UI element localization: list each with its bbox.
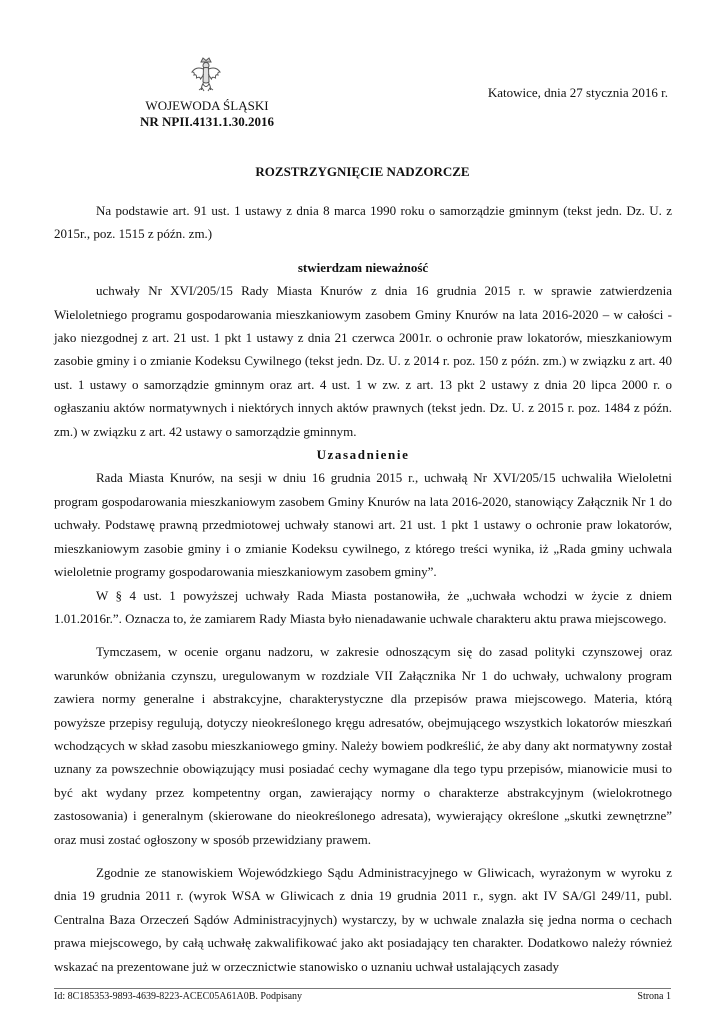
document-title: ROZSTRZYGNIĘCIE NADZORCZE (255, 164, 470, 179)
justification-paragraph: Zgodnie ze stanowiskiem Wojewódzkiego Sądu Administracyjnego w Gliwicach, wyrażonym w wyroku z dnia 19 grudnia 2011 r. (wyrok WSA w Gliwicach z dnia 19 grudnia 2011 r., sygn. akt IV SA/Gl 249/11, publ. Centralna Baza Orzeczeń Sądów Administracyjnych) wystarczy, by w uchwale znalazła się jedna norma o cechach prawa miejscowego, by całą uchwałę zakwalifikować jako akt posiadający ten charakter. Dodatkowo należy również wskazać na prezentowane już w orzecznictwie stanowisko o uznaniu uchwał ustalających zasady (54, 864, 672, 974)
issuing-authority-block (112, 98, 302, 130)
decision-paragraph: uchwały Nr XVI/205/15 Rady Miasta Knurów z dnia 16 grudnia 2015 r. w sprawie zatwierdzenia Wieloletniego programu gospodarowania mieszkaniowym zasobem Gminy Knurów na lata 2016-2020 – w całości - jako niezgodnej z art. 21 ust. 1 pkt 1 ustawy z dnia 21 czerwca 2001r. o ochronie praw lokatorów, mieszkaniowym zasobie gminy i o zmianie Kodeksu Cywilnego (tekst jedn. Dz. U. z 2014 r. poz. 150 z późn. zm.) w związku z art. 40 ust. 1 ustawy o samorządzie gminnym oraz art. 4 ust. 1 w zw. z art. 13 pkt 2 ustawy z dnia 20 lipca 2000 r. o ogłaszaniu aktów normatywnych i niektórych innych aktów prawnych (tekst jedn. Dz. U. z 2015 r. poz. 1484 z późn. zm.) w związku z art. 42 ustawy o samorządzie gminnym. (54, 283, 672, 439)
polish-eagle-emblem-icon (190, 55, 222, 95)
justification-heading: Uzasadnienie (316, 447, 410, 463)
decision-heading: stwierdzam nieważność (297, 259, 429, 275)
legal-basis-paragraph: Na podstawie art. 91 ust. 1 ustawy z dnia 8 marca 1990 roku o samorządzie gminnym (tekst jedn. Dz. U. z 2015r., poz. 1515 z późn. zm.) (54, 203, 672, 242)
reference-number: NR NPII.4131.1.30.2016 (140, 114, 274, 129)
justification-paragraph: Tymczasem, w ocenie organu nadzoru, w zakresie odnoszącym się do zasad polityki czynszowej oraz warunków obniżania czynszu, uregulowanym w rozdziale VII Załącznika Nr 1 do uchwały, uchwalony program zawiera normy generalne i abstrakcyjne, charakterystyczne dla przepisów prawa miejscowego. Materia, którą powyższe przepisy regulują, dotyczy nieokreślonego kręgu adresatów, obejmującego wszystkich lokatorów mieszkań wchodzących w skład zasobu mieszkaniowego gminy. Należy bowiem podkreślić, że aby dany akt normatywny został uznany za powszechnie obowiązujący musi posiadać cechy wymagane dla tego typu przepisów, mianowicie musi to być akt wydany przez kompetentny organ, zawierający normy o charakterze abstrakcyjnym (wielokrotnego zastosowania) i generalnym (skierowane do nieokreślonego adresata), wywierający określone „skutki zewnętrzne” oraz musi zostać ogłoszony w sposób przewidziany prawem. (54, 644, 672, 847)
document-body (54, 199, 672, 978)
page-footer (54, 991, 671, 1002)
justification-paragraph: W § 4 ust. 1 powyższej uchwały Rada Miasta postanowiła, że „uchwała wchodzi w życie z dniem 1.01.2016r.”. Oznacza to, że zamiarem Rady Miasta było nienadawanie uchwale charakteru aktu prawa miejscowego. (54, 587, 672, 626)
authority-name: WOJEWODA ŚLĄSKI (145, 98, 269, 113)
footer-divider (54, 988, 671, 989)
document-id: Id: 8C185353-9893-4639-8223-ACEC05A61A0B. Podpisany (54, 991, 303, 1002)
justification-paragraph: Rada Miasta Knurów, na sesji w dniu 16 grudnia 2015 r., uchwałą Nr XVI/205/15 uchwaliła Wieloletni program gospodarowania mieszkaniowym zasobem Gminy Knurów na lata 2016-2020, stanowiący Załącznik Nr 1 do uchwały. Podstawę prawną przedmiotowej uchwały stanowi art. 21 ust. 1 pkt 1 ustawy o ochronie praw lokatorów, mieszkaniowym zasobie gminy i o zmianie Kodeksu cywilnego, z którego treści wynika, iż „Rada gminy uchwala wieloletnie programy gospodarowania mieszkaniowym zasobem gminy”. (54, 470, 672, 580)
place-and-date: Katowice, dnia 27 stycznia 2016 r. (487, 85, 668, 100)
page-number: Strona 1 (637, 991, 671, 1002)
